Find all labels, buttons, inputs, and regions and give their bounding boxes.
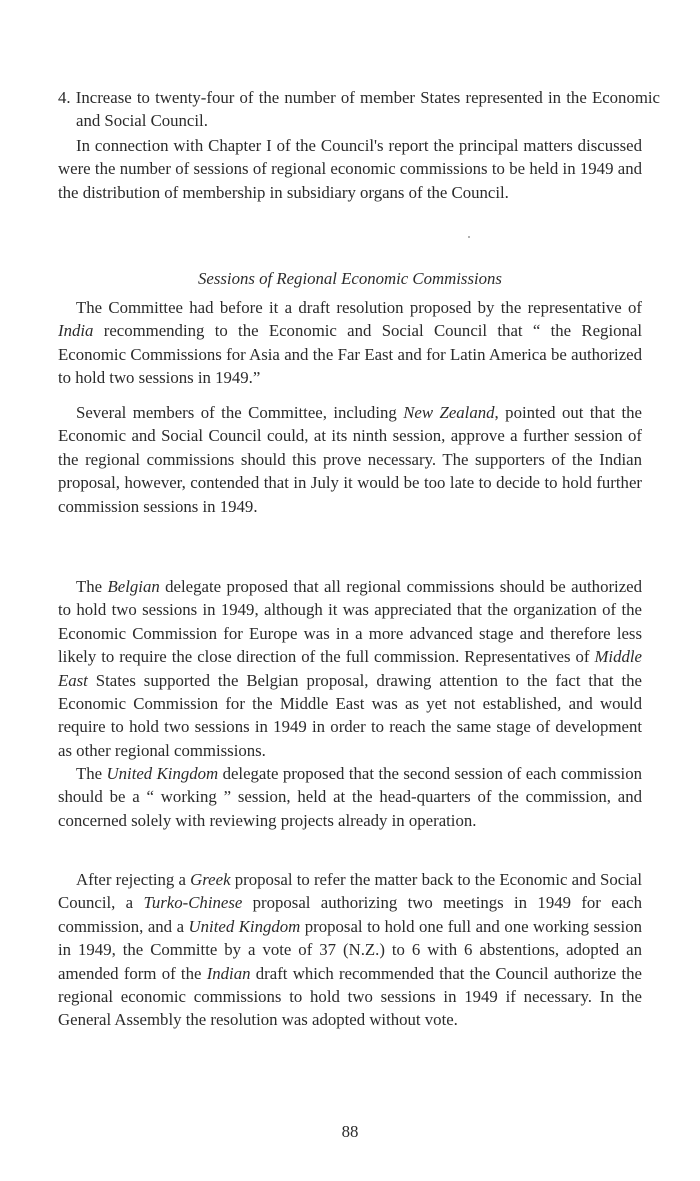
belgian-text-3: States supported the Belgian proposal, drawing attention to the fact that the Economic Commission for the Middle East was as yet not established, and would require to hold two sessions in 1949 in order to reach the same stage of development as other regional commissions. bbox=[58, 670, 642, 760]
belgian-emphasis: Belgian bbox=[107, 577, 160, 596]
turko-chinese-emphasis: Turko-Chinese bbox=[143, 893, 243, 913]
india-text-1: The Committee had before it a draft resolution proposed by the representative of bbox=[76, 298, 642, 317]
paragraph-belgian bbox=[58, 575, 642, 762]
greek-emphasis: Greek bbox=[190, 870, 231, 889]
uk-emphasis: United Kingdom bbox=[106, 764, 219, 783]
connection-text: In connection with Chapter I of the Council's report the principal matters discussed were the number of sessions of regional economic commissions to be held in 1949 and the distribution of membership in subsidiary organs of the Council. bbox=[58, 136, 642, 202]
uk-text-2: delegate proposed that the second session of each commission should be a “ working ” session, held at the head-quarters of the commission, and concerned solely with reviewing projects already in operation. bbox=[58, 764, 642, 830]
uk-text-1: The bbox=[76, 764, 107, 783]
greek-text-1: After rejecting a bbox=[76, 870, 191, 889]
greek-text-3: proposal authorizing two meetings in 1949 for each commission, and a bbox=[58, 893, 642, 936]
paragraph-greek bbox=[58, 868, 642, 1032]
middle-east-emphasis: Middle East bbox=[58, 647, 642, 690]
belgian-text-2: delegate proposed that all regional commissions should be authorized to hold two sessions in 1949, although it was appreciated that the organization of the Economic Commission for Europe was in a more advanced stage and therefore less likely to require the close direction of the full commission. Representatives of bbox=[58, 577, 642, 667]
greek-text-2: proposal to refer the matter back to the Economic and Social Council, a bbox=[58, 870, 642, 913]
page-number: 88 bbox=[341, 1122, 359, 1141]
uk-proposal-emphasis: United Kingdom bbox=[188, 916, 301, 936]
paragraph-item-4 bbox=[58, 86, 660, 133]
india-text-2: recommending to the Economic and Social Council that “ the Regional Economic Commissions for Asia and the Far East and for Latin America be authorized to hold two sessions in 1949.” bbox=[58, 321, 642, 388]
india-emphasis: India bbox=[58, 321, 94, 341]
belgian-text-1: The bbox=[76, 577, 108, 596]
nz-text-2: , pointed out that the Economic and Social Council could, at its ninth session, approve a further session of the regional commissions should this prove necessary. The supporters of the Indian proposal, however, contended that in July it would be too late to decide to hold further commission sessions in 1949. bbox=[58, 403, 643, 516]
greek-text-4: proposal to hold one full and one working session in 1949, the Committe by a vote of 37 (N.Z.) to 6 with 6 abstentions, adopted an amended form of the bbox=[58, 916, 642, 983]
greek-text-5: draft which recommended that the Council authorize the regional economic commissions to hold two sessions in 1949 if necessary. In the General Assembly the resolution was adopted without vote. bbox=[58, 963, 642, 1030]
indian-draft-emphasis: Indian bbox=[206, 963, 251, 983]
item-4-text: 4. Increase to twenty-four of the number of member States represented in the Economic and Social Council. bbox=[58, 88, 660, 131]
section-heading: Sessions of Regional Economic Commissions bbox=[198, 269, 502, 288]
paragraph-new-zealand bbox=[58, 401, 642, 518]
nz-emphasis: New Zealand bbox=[403, 403, 495, 422]
paragraph-connection bbox=[58, 134, 642, 204]
paragraph-united-kingdom bbox=[58, 762, 642, 832]
paragraph-india bbox=[58, 296, 642, 390]
scan-speck bbox=[468, 236, 470, 238]
nz-text-1: Several members of the Committee, including bbox=[76, 403, 404, 422]
